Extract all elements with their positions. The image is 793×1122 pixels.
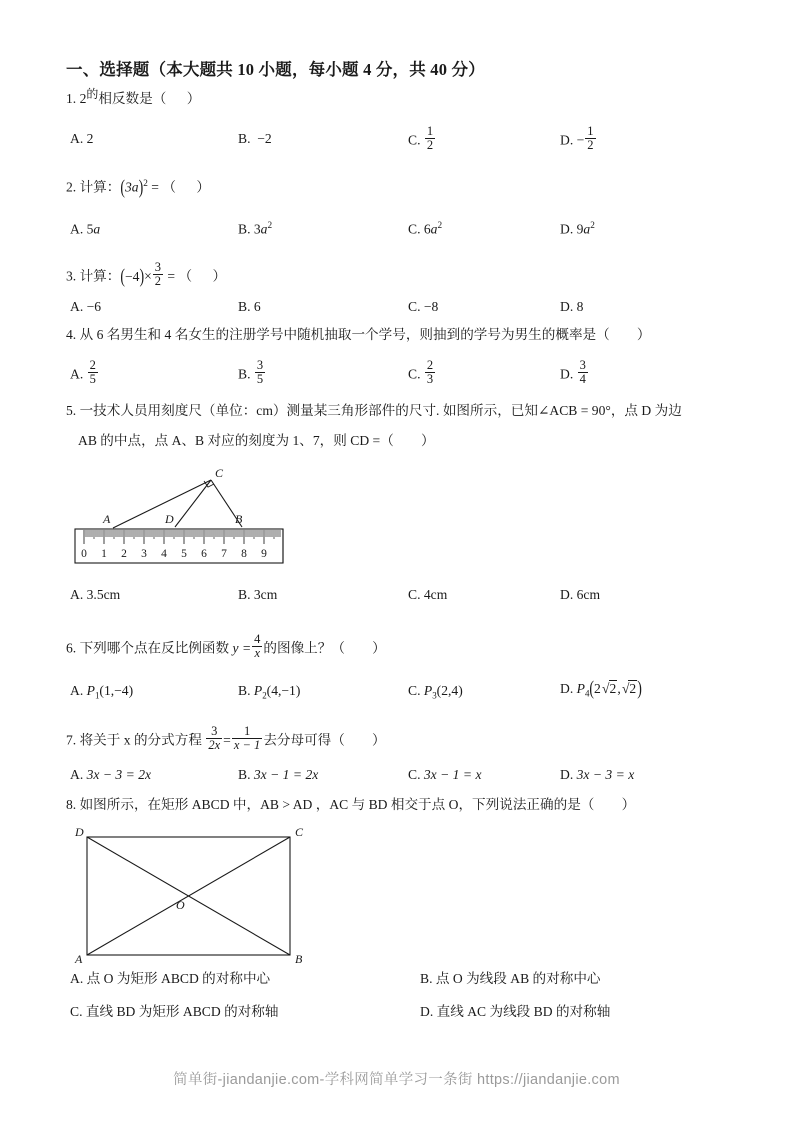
question-7-left-fraction xyxy=(206,725,222,752)
fraction-denominator: 3 xyxy=(426,371,434,386)
question-5-option-c[interactable] xyxy=(408,588,447,603)
option-value: −8 xyxy=(423,299,439,314)
question-3-left-term: (−4) xyxy=(120,266,145,288)
ruler-triangle-figure xyxy=(70,465,320,575)
times-sign: × xyxy=(144,268,152,284)
question-3-option-a[interactable] xyxy=(70,300,101,315)
point-index: 1 xyxy=(94,690,100,701)
question-2-stem xyxy=(66,177,210,199)
option-label: C. xyxy=(408,221,421,237)
option-fraction xyxy=(255,359,265,386)
question-3-option-d[interactable] xyxy=(560,300,583,315)
option-label: C. xyxy=(70,1004,83,1019)
question-6-option-c[interactable] xyxy=(408,684,463,702)
right-paren: ) xyxy=(637,678,642,701)
option-label: A. xyxy=(70,299,84,314)
point-name: P xyxy=(86,683,95,698)
question-2-expression xyxy=(120,177,148,199)
ruler-tick-9: 9 xyxy=(261,548,267,560)
option-label: C. xyxy=(408,683,421,698)
option-label: B. xyxy=(238,299,251,314)
rectangle-diagonals-figure xyxy=(70,825,310,965)
ruler-tick-2: 2 xyxy=(121,548,127,560)
option-coef: 6 xyxy=(423,221,431,237)
option-fraction xyxy=(425,359,435,386)
question-7-option-b[interactable] xyxy=(238,768,318,783)
fraction-denominator: x − 1 xyxy=(233,737,261,752)
question-5-option-a[interactable] xyxy=(70,588,120,603)
question-6-option-b[interactable] xyxy=(238,684,300,702)
fraction-numerator: 2 xyxy=(89,358,96,372)
question-8-stem: 8. 如图所示，在矩形 ABCD 中，AB > AD ，AC 与 BD 相交于点 O，下列说法正确的是（ ） xyxy=(66,797,636,812)
option-value: 直线 AC 为线段 BD 的对称轴 xyxy=(436,1004,611,1019)
question-4-stem: 4. 从 6 名男生和 4 名女生的注册学号中随机抽取一个学号，则抽到的学号为男生的概率是（ ） xyxy=(66,327,651,342)
fraction-denominator: x xyxy=(252,646,262,660)
question-6-post: 的图像上？（ ） xyxy=(263,640,386,656)
point-coords-rendered: (2√2,√2) xyxy=(589,678,642,701)
ruler-tick-5: 5 xyxy=(181,548,187,560)
fraction-numerator: 4 xyxy=(254,632,261,646)
fraction-denominator: 2 xyxy=(587,137,594,152)
question-7-option-a[interactable] xyxy=(70,768,151,783)
question-2-option-c[interactable] xyxy=(408,220,442,237)
option-label: C. xyxy=(408,132,421,148)
option-coef: 9 xyxy=(576,221,584,237)
question-8-option-d[interactable] xyxy=(420,1005,610,1020)
fraction-numerator: 3 xyxy=(579,358,586,372)
fraction-denominator: 5 xyxy=(89,371,96,386)
point-name: P xyxy=(253,683,263,698)
fraction-denominator: 2 xyxy=(154,273,162,288)
option-value: 点 O 为线段 AB 的对称中心 xyxy=(435,971,601,986)
option-var: a xyxy=(93,221,101,237)
option-label: A. xyxy=(70,683,84,698)
question-3-fraction xyxy=(153,261,163,288)
option-power: 2 xyxy=(267,220,273,230)
sqrt-icon: √2 xyxy=(621,681,637,697)
option-var: a xyxy=(260,221,268,237)
expression-base: 3a xyxy=(125,179,139,195)
blank-open: （ xyxy=(162,179,176,195)
point-label-B: B xyxy=(235,512,243,526)
ruler-tick-8: 8 xyxy=(241,548,247,560)
question-4-option-c[interactable] xyxy=(408,360,436,387)
question-2-blank xyxy=(176,180,196,195)
option-value: 3x − 3 = 2x xyxy=(86,767,152,782)
option-value: 4cm xyxy=(423,587,448,602)
left-paren: ( xyxy=(589,678,595,701)
question-6-fraction xyxy=(252,633,262,660)
option-value: 3cm xyxy=(253,587,278,602)
section-title: 一、选择题（本大题共 10 小题，每小题 4 分，共 40 分） xyxy=(66,60,485,79)
question-1-blank xyxy=(166,91,186,106)
vertex-label-C: C xyxy=(295,825,304,839)
question-5-option-d[interactable] xyxy=(560,588,600,603)
option-value: 6 xyxy=(253,299,261,314)
vertex-label-B: B xyxy=(295,952,303,965)
question-8-option-b[interactable] xyxy=(420,972,601,987)
question-3-blank xyxy=(192,269,212,284)
question-1-rest: 相反数是（ xyxy=(98,91,167,106)
ruler-tick-1: 1 xyxy=(101,548,107,560)
question-1-option-b[interactable] xyxy=(238,132,272,147)
option-label: B. xyxy=(420,971,433,986)
point-index: 4 xyxy=(584,688,590,699)
option-value: −6 xyxy=(86,299,102,314)
point-coords: (2,4) xyxy=(436,683,463,698)
right-paren: ) xyxy=(138,177,144,199)
equals-sign: = xyxy=(151,179,159,195)
question-2-lead: 2. 计算： xyxy=(66,179,121,195)
option-label: B. xyxy=(238,587,251,602)
option-label: B. xyxy=(238,221,251,237)
option-value: 3x − 1 = x xyxy=(423,767,482,782)
option-label: B. xyxy=(238,767,251,782)
question-5-option-b[interactable] xyxy=(238,588,277,603)
question-4-option-b[interactable] xyxy=(238,360,266,387)
question-1-option-d[interactable] xyxy=(560,126,597,153)
option-value: 3x − 3 = x xyxy=(576,767,635,782)
function-lhs: y = xyxy=(232,640,252,656)
vertex-label-D: D xyxy=(75,825,84,839)
question-7-option-c[interactable] xyxy=(408,768,481,783)
option-fraction xyxy=(88,359,98,386)
option-label: A. xyxy=(70,971,84,986)
question-1-lead: 1. 2 xyxy=(66,91,87,106)
question-5-stem-line-2: AB 的中点，点 A、B 对应的刻度为 1、7，则 CD =（ ） xyxy=(78,433,435,448)
fraction-denominator: 2x xyxy=(208,737,221,752)
ruler-tick-3: 3 xyxy=(141,548,147,560)
footer-watermark: 简单街-jiandanjie.com-学科网简单学习一条街 https://jiandanjie.com xyxy=(173,1072,620,1088)
option-var: a xyxy=(430,221,438,237)
option-label: D. xyxy=(560,366,574,382)
fraction-numerator: 1 xyxy=(426,124,434,138)
option-label: D. xyxy=(560,767,574,782)
option-fraction xyxy=(585,125,595,152)
point-label-D: D xyxy=(165,512,174,526)
option-value: 2 xyxy=(86,131,94,146)
option-label: C. xyxy=(408,587,421,602)
question-7-post: 去分母可得（ ） xyxy=(263,732,386,748)
option-label: D. xyxy=(560,221,574,237)
option-power: 2 xyxy=(437,220,443,230)
vertex-label-A: A xyxy=(75,952,83,965)
fraction-denominator: 5 xyxy=(256,371,264,386)
ruler-tick-0: 0 xyxy=(81,548,87,560)
option-label: D. xyxy=(560,299,574,314)
ruler-tick-4: 4 xyxy=(161,548,167,560)
point-index: 3 xyxy=(432,690,437,701)
option-coef: 3 xyxy=(253,221,261,237)
question-7-option-d[interactable] xyxy=(560,768,634,783)
question-6-option-d[interactable] xyxy=(560,678,642,701)
option-label: B. xyxy=(238,131,251,146)
option-label: C. xyxy=(408,366,421,382)
point-name: P xyxy=(423,683,433,698)
option-value: −2 xyxy=(257,131,272,146)
question-3-lead: 3. 计算： xyxy=(66,268,121,284)
question-8-option-c[interactable] xyxy=(70,1005,278,1020)
equals-sign: = xyxy=(167,268,176,284)
fraction-numerator: 3 xyxy=(256,358,264,372)
question-1-option-c[interactable] xyxy=(408,126,436,153)
equals-sign: = xyxy=(223,732,231,748)
ruler-tick-7: 7 xyxy=(221,548,227,560)
fraction-numerator: 2 xyxy=(426,358,434,372)
option-value: 8 xyxy=(576,299,584,314)
fraction-denominator: 2 xyxy=(426,137,434,152)
option-fraction xyxy=(425,125,435,152)
option-coef: 5 xyxy=(86,221,94,237)
question-3-stem xyxy=(66,262,226,289)
blank-close: ） xyxy=(196,179,210,195)
option-var: a xyxy=(583,221,591,237)
fraction-numerator: 3 xyxy=(211,724,218,738)
option-label: A. xyxy=(70,587,84,602)
question-1-raised-char: 的 xyxy=(86,86,99,101)
question-6-stem xyxy=(66,634,386,661)
question-6-option-a[interactable] xyxy=(70,684,133,702)
left-paren: ( xyxy=(120,266,125,288)
question-8-option-a[interactable] xyxy=(70,972,270,987)
question-7-pre: 7. 将关于 x 的分式方程 xyxy=(66,732,206,748)
question-4-option-d[interactable] xyxy=(560,360,589,387)
sqrt-icon: √2 xyxy=(601,681,617,697)
option-label: C. xyxy=(408,767,421,782)
point-coords: (1,−4) xyxy=(99,683,134,698)
point-label-C: C xyxy=(215,466,224,480)
option-power: 2 xyxy=(590,220,595,230)
expression-power: 2 xyxy=(143,178,148,188)
question-2-option-a[interactable] xyxy=(70,220,100,237)
option-label: D. xyxy=(560,681,574,696)
fraction-numerator: 1 xyxy=(243,724,251,738)
option-label: B. xyxy=(238,683,251,698)
point-label-A: A xyxy=(103,512,111,526)
blank-close: ） xyxy=(212,268,227,284)
question-5-stem-line-1: 5. 一技术人员用刻度尺（单位：cm）测量某三角形部件的尺寸. 如图所示，已知∠ACB = 90°，点 D 为边 xyxy=(66,403,682,418)
left-paren: ( xyxy=(120,177,125,199)
option-label: D. xyxy=(560,132,574,148)
option-label: C. xyxy=(408,299,421,314)
point-name: P xyxy=(576,681,585,696)
option-value: 直线 BD 为矩形 ABCD 的对称轴 xyxy=(85,1004,279,1019)
question-1-stem xyxy=(66,86,201,107)
option-value: 点 O 为矩形 ABCD 的对称中心 xyxy=(86,971,271,986)
option-value: 6cm xyxy=(576,587,601,602)
ruler-tick-6: 6 xyxy=(201,548,207,560)
option-label: A. xyxy=(70,767,84,782)
option-sign: − xyxy=(576,132,585,148)
option-label: A. xyxy=(70,366,84,382)
point-coords: (4,−1) xyxy=(266,683,301,698)
question-1-close: ） xyxy=(186,91,201,106)
option-label: D. xyxy=(420,1004,434,1019)
fraction-numerator: 3 xyxy=(154,260,162,274)
option-fraction xyxy=(578,359,588,386)
blank-open: （ xyxy=(178,268,193,284)
point-index: 2 xyxy=(262,690,267,701)
question-4-option-a[interactable] xyxy=(70,360,99,387)
question-6-pre: 6. 下列哪个点在反比例函数 xyxy=(66,640,233,656)
option-label: A. xyxy=(70,221,84,237)
question-2-option-b[interactable] xyxy=(238,220,272,237)
question-7-right-fraction xyxy=(232,725,262,752)
option-value: 3x − 1 = 2x xyxy=(253,767,319,782)
option-label: D. xyxy=(560,587,574,602)
option-value: 3.5cm xyxy=(86,587,121,602)
center-label-O: O xyxy=(176,898,185,912)
question-2-option-d[interactable] xyxy=(560,220,595,237)
question-7-stem xyxy=(66,726,386,753)
question-3-option-c[interactable] xyxy=(408,300,438,315)
fraction-numerator: 1 xyxy=(587,124,594,138)
question-1-option-a[interactable] xyxy=(70,132,93,147)
fraction-denominator: 4 xyxy=(579,371,586,386)
option-label: A. xyxy=(70,131,84,146)
right-paren: ) xyxy=(139,266,145,288)
option-label: B. xyxy=(238,366,251,382)
question-3-option-b[interactable] xyxy=(238,300,261,315)
